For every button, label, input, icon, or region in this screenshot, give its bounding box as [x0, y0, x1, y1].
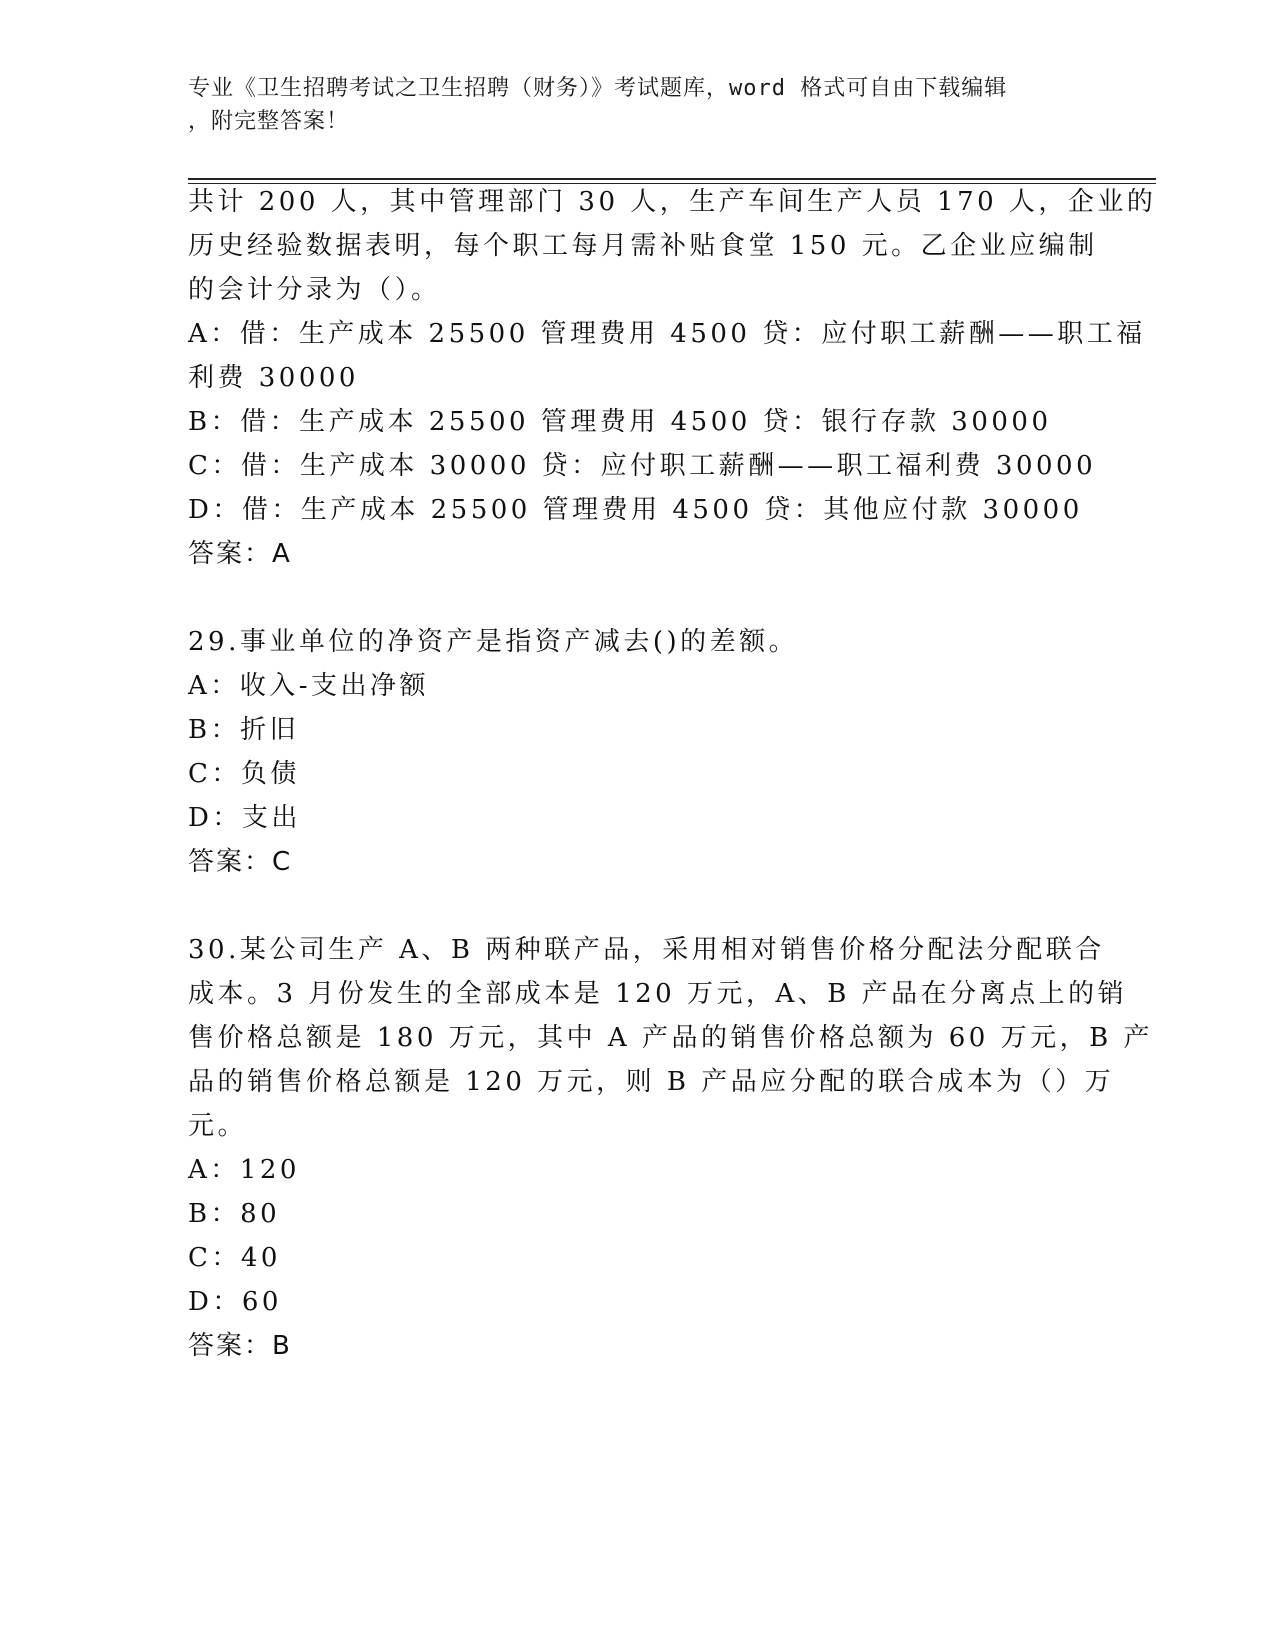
question-30-option-c: C：40: [188, 1243, 281, 1273]
question-29-option-a: A：收入-支出净额: [188, 671, 430, 701]
question-29-option-d: D：支出: [188, 803, 301, 833]
question-30-stem-line: 品的销售价格总额是 120 万元，则 B 产品应分配的联合成本为（）万: [188, 1067, 1115, 1097]
question-28-option-a: A：借：生产成本 25500 管理费用 4500 贷：应付职工薪酬——职工福: [188, 319, 1146, 349]
question-30-stem-line: 售价格总额是 180 万元，其中 A 产品的销售价格总额为 60 万元，B 产: [188, 1023, 1153, 1053]
question-28-answer: 答案：A: [188, 539, 292, 569]
question-28-option-d: D：借：生产成本 25500 管理费用 4500 贷：其他应付款 30000: [188, 495, 1083, 525]
question-28-stem-line: 历史经验数据表明，每个职工每月需补贴食堂 150 元。乙企业应编制: [188, 231, 1098, 261]
question-29-stem: 29.事业单位的净资产是指资产减去()的差额。: [188, 627, 799, 657]
document-header: [188, 72, 1088, 138]
question-29-option-b: B：折旧: [188, 715, 300, 745]
question-29-option-c: C：负债: [188, 759, 300, 789]
question-30-answer: 答案：B: [188, 1331, 292, 1361]
question-30-option-b: B：80: [188, 1199, 281, 1229]
question-30-option-a: A：120: [188, 1155, 300, 1185]
header-line: 专业《卫生招聘考试之卫生招聘（财务）》考试题库，word 格式可自由下载编辑: [188, 76, 1008, 101]
question-28-option-c: C：借：生产成本 30000 贷：应付职工薪酬——职工福利费 30000: [188, 451, 1097, 481]
question-28-option-b: B：借：生产成本 25500 管理费用 4500 贷：银行存款 30000: [188, 407, 1052, 437]
question-28-option-a-cont: 利费 30000: [188, 363, 359, 393]
header-line: ，附完整答案！: [188, 109, 350, 134]
question-28-stem-line: 共计 200 人，其中管理部门 30 人，生产车间生产人员 170 人，企业的: [188, 187, 1157, 217]
question-28-stem-line: 的会计分录为（）。: [188, 275, 441, 305]
question-30-stem-line: 30.某公司生产 A、B 两种联产品，采用相对销售价格分配法分配联合: [188, 935, 1105, 965]
question-29-answer: 答案：C: [188, 847, 293, 877]
question-30-stem-line: 元。: [188, 1111, 248, 1141]
question-30-stem-line: 成本。3 月份发生的全部成本是 120 万元，A、B 产品在分离点上的销: [188, 979, 1128, 1009]
question-30-option-d: D：60: [188, 1287, 282, 1317]
